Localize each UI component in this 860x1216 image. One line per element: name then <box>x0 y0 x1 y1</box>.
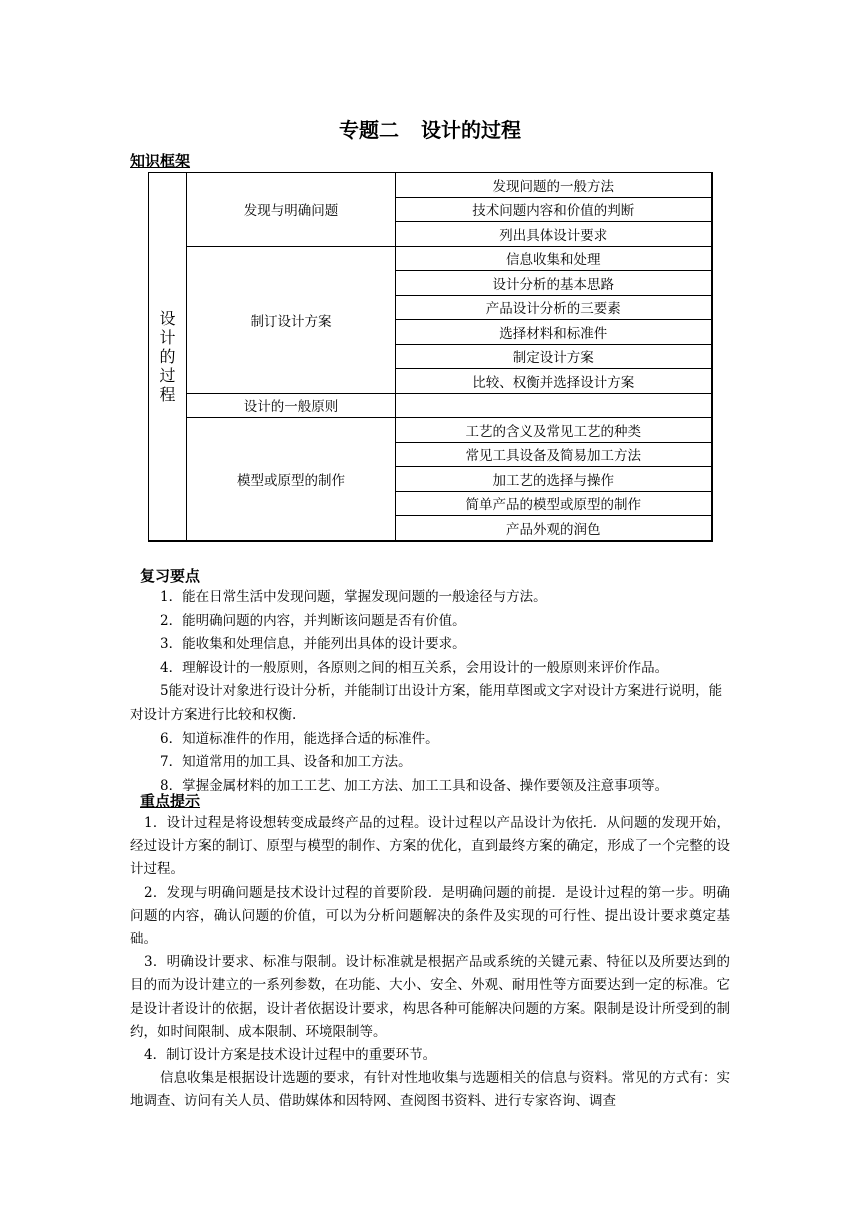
root-char: 的 <box>159 346 176 366</box>
review-heading: 复习要点 <box>140 567 201 585</box>
keypoint-paragraph: 信息收集是根据设计选题的要求，有针对性地收集与选题相关的信息与资料。常见的方式有：实地调查、访问有关人员、借助媒体和因特网、查阅图书资料、进行专家咨询、调查 <box>130 1070 730 1110</box>
group-name: 发现与明确问题 <box>187 173 396 247</box>
keypoints-heading: 重点提示 <box>140 792 201 810</box>
group-item: 工艺的含义及常见工艺的种类 <box>396 418 712 443</box>
group-item: 发现问题的一般方法 <box>396 173 712 198</box>
keypoints-body <box>130 812 730 1114</box>
group-name: 设计的一般原则 <box>187 393 396 418</box>
review-item: 2．能明确问题的内容，并判断该问题是否有价值。 <box>160 612 466 629</box>
group-item: 信息收集和处理 <box>396 246 712 271</box>
review-item: 6．知道标准件的作用，能选择合适的标准件。 <box>160 730 439 747</box>
group-item: 设计分析的基本思路 <box>396 271 712 296</box>
group-item: 简单产品的模型或原型的制作 <box>396 491 712 516</box>
group-item: 制定设计方案 <box>396 344 712 369</box>
root-char: 计 <box>159 327 176 347</box>
group-item: 技术问题内容和价值的判断 <box>396 197 712 222</box>
group-name: 模型或原型的制作 <box>187 418 396 541</box>
group-item: 比较、权衡并选择设计方案 <box>396 369 712 394</box>
group-item: 产品外观的润色 <box>396 516 712 541</box>
review-item: 5能对设计对象进行设计分析，并能制订出设计方案，能用草图或文字对设计方案进行说明，能对设计方案进行比较和权衡. <box>130 683 723 723</box>
group-item: 加工艺的选择与操作 <box>396 467 712 492</box>
review-item: 8．掌握金属材料的加工工艺、加工方法、加工工具和设备、操作要领及注意事项等。 <box>160 777 669 794</box>
group-item: 列出具体设计要求 <box>396 222 712 247</box>
group-name: 制订设计方案 <box>187 246 396 393</box>
review-item: 4．理解设计的一般原则，各原则之间的相互关系，会用设计的一般原则来评价作品。 <box>160 659 669 676</box>
keypoint-paragraph: 2．发现与明确问题是技术设计过程的首要阶段．是明确问题的前提．是设计过程的第一步。明确问题的内容，确认问题的价值，可以为分析问题解决的条件及实现的可行性、提出设计要求奠定基础。 <box>130 884 730 948</box>
root-char: 设 <box>159 308 176 328</box>
review-list <box>130 586 730 798</box>
group-item: 常见工具设备及简易加工方法 <box>396 442 712 467</box>
group-item <box>396 393 712 418</box>
review-item: 3．能收集和处理信息，并能列出具体的设计要求。 <box>160 636 466 653</box>
page-title: 专题二 设计的过程 <box>339 118 521 142</box>
root-char: 程 <box>159 384 176 404</box>
group-item: 产品设计分析的三要素 <box>396 295 712 320</box>
group-item: 选择材料和标准件 <box>396 320 712 345</box>
keypoint-paragraph: 1．设计过程是将设想转变成最终产品的过程。设计过程以产品设计为依托．从问题的发现开始，经过设计方案的制订、原型与模型的制作、方案的优化，直到最终方案的确定，形成了一个完整的设计过程。 <box>130 815 730 878</box>
knowledge-framework-table <box>148 172 713 542</box>
framework-heading: 知识框架 <box>130 152 191 170</box>
keypoint-paragraph: 3．明确设计要求、标准与限制。设计标准就是根据产品或系统的关键元素、特征以及所要达到的目的而为设计建立的一系列参数，在功能、大小、安全、外观、耐用性等方面要达到一定的标准。它是设计者设计的依据，设计者依据设计要求，构思各种可能解决问题的方案。限制是设计所受到的制约，如时间限制、成本限制、环境限制等。 <box>130 954 730 1040</box>
framework-root <box>149 173 187 541</box>
review-item: 1．能在日常生活中发现问题，掌握发现问题的一般途径与方法。 <box>160 589 547 605</box>
keypoint-paragraph: 4．制订设计方案是技术设计过程中的重要环节。 <box>144 1047 437 1064</box>
review-item: 7．知道常用的加工具、设备和加工方法。 <box>160 754 412 771</box>
root-char: 过 <box>159 365 176 385</box>
